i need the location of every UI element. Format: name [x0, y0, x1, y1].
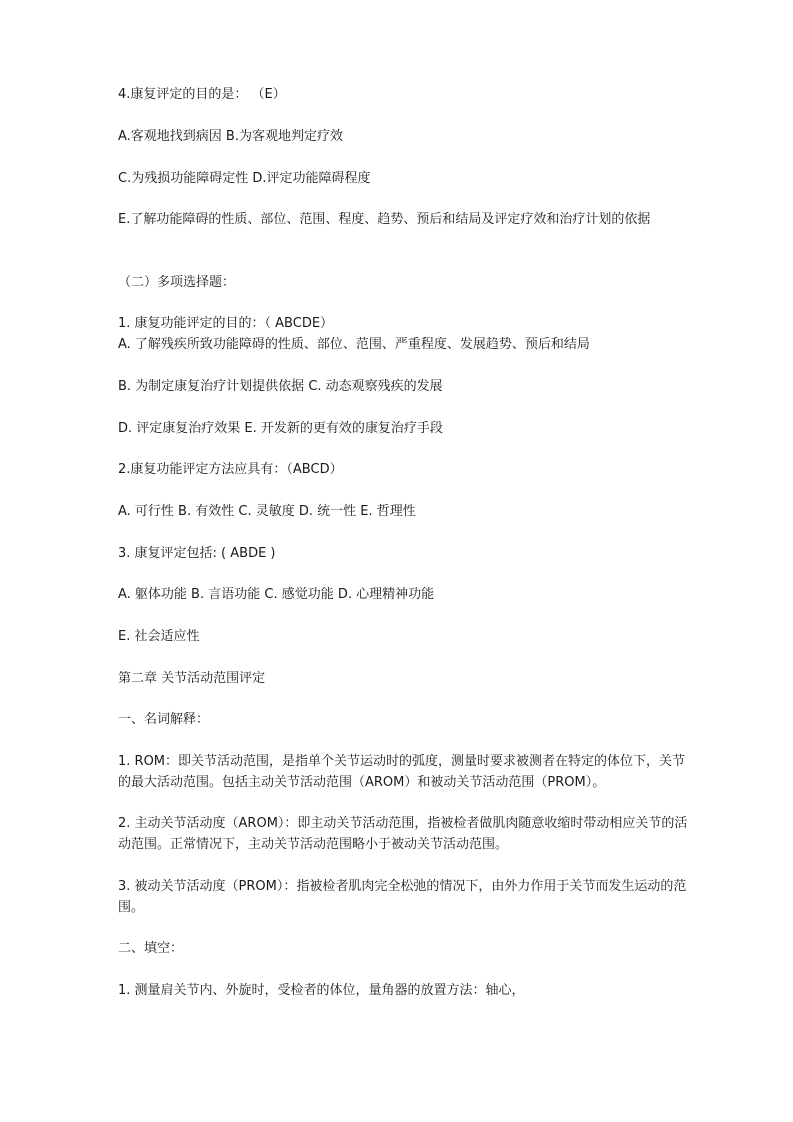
chapter-2-title: 第二章 关节活动范围评定	[118, 671, 266, 686]
section-term-definitions-heading: 一、名词解释：	[118, 712, 210, 727]
mc-question-2-stem: 2.康复功能评定方法应具有：（ABCD）	[118, 462, 343, 477]
definition-arom: 2. 主动关节活动度（AROM）：即主动关节活动范围，指被检者做肌肉随意收缩时带动相应关节的活动范围。正常情况下，主动关节活动范围略小于被动关节活动范围。	[118, 816, 688, 852]
question-4-stem: 4.康复评定的目的是： （E）	[118, 87, 286, 102]
mc-question-2-options: A. 可行性 B. 有效性 C. 灵敏度 D. 统一性 E. 哲理性	[118, 504, 416, 519]
mc-question-3-stem: 3. 康复评定包括: ( ABDE )	[118, 546, 276, 561]
mc-question-1-stem: 1. 康复功能评定的目的：（ ABCDE）	[118, 316, 334, 331]
mc-question-1-options-de: D. 评定康复治疗效果 E. 开发新的更有效的康复治疗手段	[118, 421, 443, 436]
definition-prom: 3. 被动关节活动度（PROM）：指被检者肌肉完全松弛的情况下，由外力作用于关节而发生运动的范围。	[118, 879, 687, 915]
question-4-options-cd: C.为残损功能障碍定性 D.评定功能障碍程度	[118, 171, 371, 186]
section-fill-in-heading: 二、填空：	[118, 941, 184, 956]
definition-rom: 1. ROM：即关节活动范围，是指单个关节运动时的弧度，测量时要求被测者在特定的体位下，关节的最大活动范围。包括主动关节活动范围（AROM）和被动关节活动范围（PROM）。	[118, 754, 686, 790]
question-4-options-ab: A.客观地找到病因 B.为客观地判定疗效	[118, 129, 343, 144]
mc-question-1-options-bc: B. 为制定康复治疗计划提供依据 C. 动态观察残疾的发展	[118, 379, 443, 394]
fill-in-question-1: 1. 测量肩关节内、外旋时，受检者的体位，量角器的放置方法：轴心，	[118, 983, 525, 998]
section-multiple-choice-heading: （二）多项选择题：	[118, 275, 236, 290]
mc-question-3-options-ad: A. 躯体功能 B. 言语功能 C. 感觉功能 D. 心理精神功能	[118, 587, 435, 602]
mc-question-1-option-a: A. 了解残疾所致功能障碍的性质、部位、范围、严重程度、发展趋势、预后和结局	[118, 337, 590, 352]
question-4-option-e: E.了解功能障碍的性质、部位、范围、程度、趋势、预后和结局及评定疗效和治疗计划的依据	[118, 212, 651, 227]
mc-question-3-option-e: E. 社会适应性	[118, 629, 200, 644]
